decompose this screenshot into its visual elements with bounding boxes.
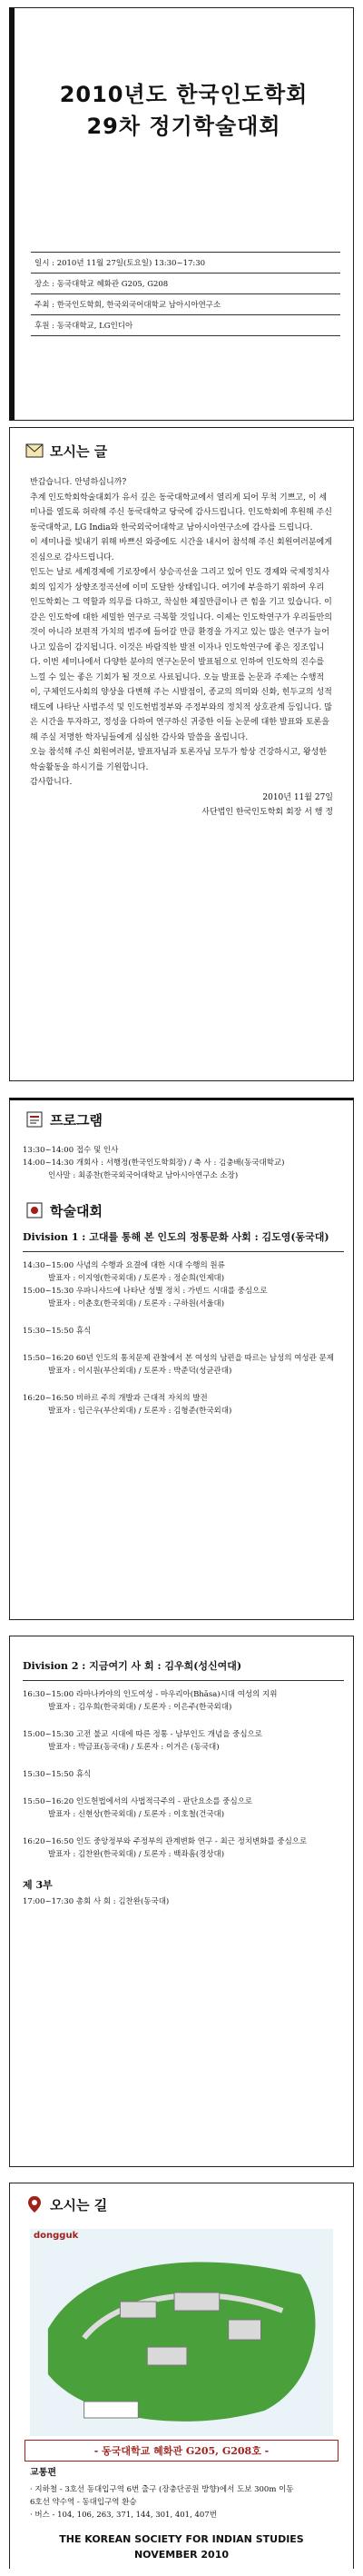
session-header: [25, 1200, 103, 1220]
program-line: 15:00~15:30 고전 불교 시대에 따른 정통 - 남부인도 개념을 중심으로: [23, 1730, 262, 1739]
program-line: 발표자 : 박금표(동국대) / 토론자 : 이거은 (동국대): [48, 1743, 220, 1752]
greeting-paragraph: 인도는 날로 세계경제에 기로장에서 상승곡선을 그리고 있어 인도 경제와 국제정치사회의 입지가 상향조정곡선에 이미 도달한 상태입니다. 여기에 부응하기 위하여 우리 인도학회는 그 역할과 의무를 다하고, 착실한 체질만큼이나 큰 힘을 기고 있습니다. 이 같은 인도학에 대한 세밀한 연구로 극복할 것입니다. 이제는 인도학연구가 우리들만의 것이 아니라 보편적 가치의 범주에 들어갈 만큼 환경을 가지고 있는 많은 연구가 늘어나고 있음이 감지됩니다. 이것은 바람직한 발전 이자나 인도학연구에 좋은 징조입니다. 이번 세미나에서 다양한 분야의 연구논문이 발표됨으로 인하여 인도학의 진수를 느낄 수 있는 좋은 기회가 될 것으로 사료됩니다. 오늘 발표를 논문과 주제는 수행적이, 구체인도사회의 양상을 다변해 주는 시발점이, 종교의 의미와 신화, 힌두교의 성적태도에 나타난 사법주석 및 인도헌법정부와 주정부와의 정치적 상호관계 등입니다. 많은 시간을 투자하고, 정성을 다하여 연구하신 귀중한 이들 논문에 대한 발표와 토론을 해 주실 저명한 학자님들에게 심심한 감사와 말씀을 올립니다.: [30, 568, 332, 742]
program-line: 15:30~15:50 휴식: [23, 1327, 92, 1336]
program-line: 16:30~15:00 라마나카야의 인도여성 - 마우리아(Bhāsa)시대 여성의 지위: [23, 1690, 278, 1699]
division1-title: Division 1 : 고대를 통해 본 인도의 정통문화 사회 : 김도영(동국대): [23, 1231, 329, 1243]
program-line: 15:30~15:50 휴식: [23, 1770, 92, 1779]
schedule-line: 인사말 : 최종찬(한국외국어대학교 남아시아연구소 소장): [48, 1171, 239, 1180]
program-panel-1: [9, 1098, 354, 1620]
directions-header: [25, 2194, 107, 2214]
event-info-table: [31, 252, 340, 336]
session-heading: 학술대회: [50, 1202, 103, 1219]
greeting-signature: 사단법인 한국인도학회 회장 서 행 정: [201, 808, 333, 817]
greeting-paragraph: 추계 인도학회학술대회가 유서 깊은 동국대학교에서 열리게 되어 무척 기쁘고, 이 세미나를 열도록 허락해 주신 동국대학교 당국에 감사드립니다. 인도학회에 후원해 주신 동국대학교, LG India와 한국외국어대학교 남아시아연구소에 감사를 드립니다.: [30, 492, 332, 532]
cover-panel: [9, 7, 354, 421]
program-line: 발표자 : 김찬완(한국외대) / 토론자 : 백좌흠(경상대): [48, 1850, 225, 1859]
divider: [23, 1251, 344, 1252]
map-caption: - 동국대학교 혜화관 G205, G208호 -: [25, 2440, 338, 2462]
program-line: 16:20~16:50 비하르 주의 개발과 근대적 자치의 발전: [23, 1394, 208, 1403]
cover-title-line2: 29차 정기학술대회: [86, 114, 281, 139]
program-line: 14:30~15:00 사념의 수행과 요결에 대한 시대 수행의 원류: [23, 1261, 225, 1270]
divider: [23, 1680, 344, 1681]
info-host: 주최 : 한국인도학회, 한국외국어대학교 남아시아연구소: [31, 294, 340, 315]
greeting-paragraph: 감사합니다.: [30, 778, 73, 787]
greeting-panel: [9, 427, 354, 1081]
directions-panel: [9, 2183, 354, 2569]
program-line: 발표자 : 임근우(부산외대) / 토론자 : 김형준(한국외대): [48, 1407, 232, 1416]
greeting-body: [30, 475, 333, 821]
division2-title: Division 2 : 지금여기 사 회 : 김우희(성신여대): [23, 1660, 242, 1672]
program-heading: 프로그램: [50, 1111, 103, 1129]
program-line: 15:50~16:20 60년 인도의 통치문제 관찰에서 본 여성의 남편을 따르는 남성의 여성관 문제: [23, 1354, 334, 1363]
closing-title: 제 3부: [23, 1879, 53, 1891]
program-line: 발표자 : 이춘호(한국외대) / 토론자 : 구하원(서울대): [48, 1299, 225, 1308]
traffic-line: · 버스 - 104, 106, 263, 371, 144, 301, 401, 407번: [30, 2511, 217, 2520]
schedule-line: 13:30~14:00 접수 및 인사: [23, 1146, 119, 1155]
program-icon: [25, 1109, 44, 1129]
program-line: 발표자 : 이시원(부산외대) / 토론자 : 박준덕(성균관대): [48, 1367, 232, 1376]
greeting-header: [25, 441, 107, 461]
campus-map-illustration: [30, 2229, 333, 2436]
division1-block: [23, 1228, 344, 1417]
program-line: 발표자 : 이지영(한국외대) / 토론자 : 정순희(인제대): [48, 1274, 225, 1283]
traffic-line: · 지하철 - 3호선 동대입구역 6번 출구 (장충단공원 방향)에서 도보 300m 이동: [30, 2485, 294, 2494]
cover-title-line1: 2010년도 한국인도학회: [59, 82, 309, 107]
info-date: 일시 : 2010년 11월 27일(토요일) 13:30~17:30: [31, 253, 340, 274]
program-schedule: [23, 1144, 344, 1182]
campus-map: [30, 2229, 333, 2436]
greeting-paragraph: 반갑습니다. 안녕하십니까?: [30, 478, 127, 487]
greeting-card-icon: [25, 441, 44, 461]
info-venue: 장소 : 동국대학교 혜화관 G205, G208: [31, 274, 340, 294]
directions-heading: 오시는 길: [50, 2196, 108, 2213]
footer-date: NOVEMBER 2010: [133, 2549, 230, 2561]
program-line: 발표자 : 신현상(한국외대) / 토론자 : 이호철(건국대): [48, 1810, 225, 1819]
traffic-heading: 교통편: [30, 2468, 56, 2478]
program-line: 15:00~15:30 우파니샤드에 나타난 성별 정치 : 가빈드 시대를 중심으로: [23, 1287, 268, 1296]
program-line: 발표자 : 김우희(한국외대) / 토론자 : 이은주(한국외대): [48, 1703, 232, 1712]
campus-logo: dongguk: [34, 2231, 79, 2241]
division2-block: [23, 1656, 344, 1908]
program-line: 16:20~16:50 인도 중앙정부와 주정부의 관계변화 연구 - 최근 정치변화를 중심으로: [23, 1837, 308, 1846]
footer-society: THE KOREAN SOCIETY FOR INDIAN STUDIES: [59, 2533, 304, 2545]
traffic-line: 6호선 약수역 - 동대입구역 환승: [30, 2498, 137, 2507]
greeting-date: 2010년 11월 27일: [262, 792, 333, 802]
greeting-heading: 모시는 글: [50, 443, 108, 460]
greeting-paragraph: 이 세미나를 빛내기 위해 바쁘신 와중에도 시간을 내시어 참석해 주신 회원여러분에게 진심으로 감사드립니다.: [30, 538, 332, 562]
greeting-paragraph: 오늘 참석해 주신 회원여러분, 발표자님과 토론자님 모두가 항상 건강하시고, 왕성한 학술활동을 하시기를 기원합니다.: [30, 748, 328, 772]
program-line: 15:50~16:20 인도헌법에서의 사법적극주의 - 판단요소를 중심으로: [23, 1797, 253, 1806]
map-pin-icon: [25, 2194, 44, 2214]
program-header: [25, 1109, 103, 1129]
traffic-info: [30, 2467, 340, 2521]
session-icon: [25, 1200, 44, 1220]
closing-line: 17:00~17:30 총회 사 회 : 김찬완(동국대): [23, 1897, 170, 1906]
program-panel-2: [9, 1636, 354, 2167]
info-sponsor: 후원 : 동국대학교, LG인디아: [31, 315, 340, 336]
schedule-line: 14:00~14:30 개회사 : 서행정(한국인도학회장) / 축 사 : 김충배(동국대학교): [23, 1159, 285, 1168]
